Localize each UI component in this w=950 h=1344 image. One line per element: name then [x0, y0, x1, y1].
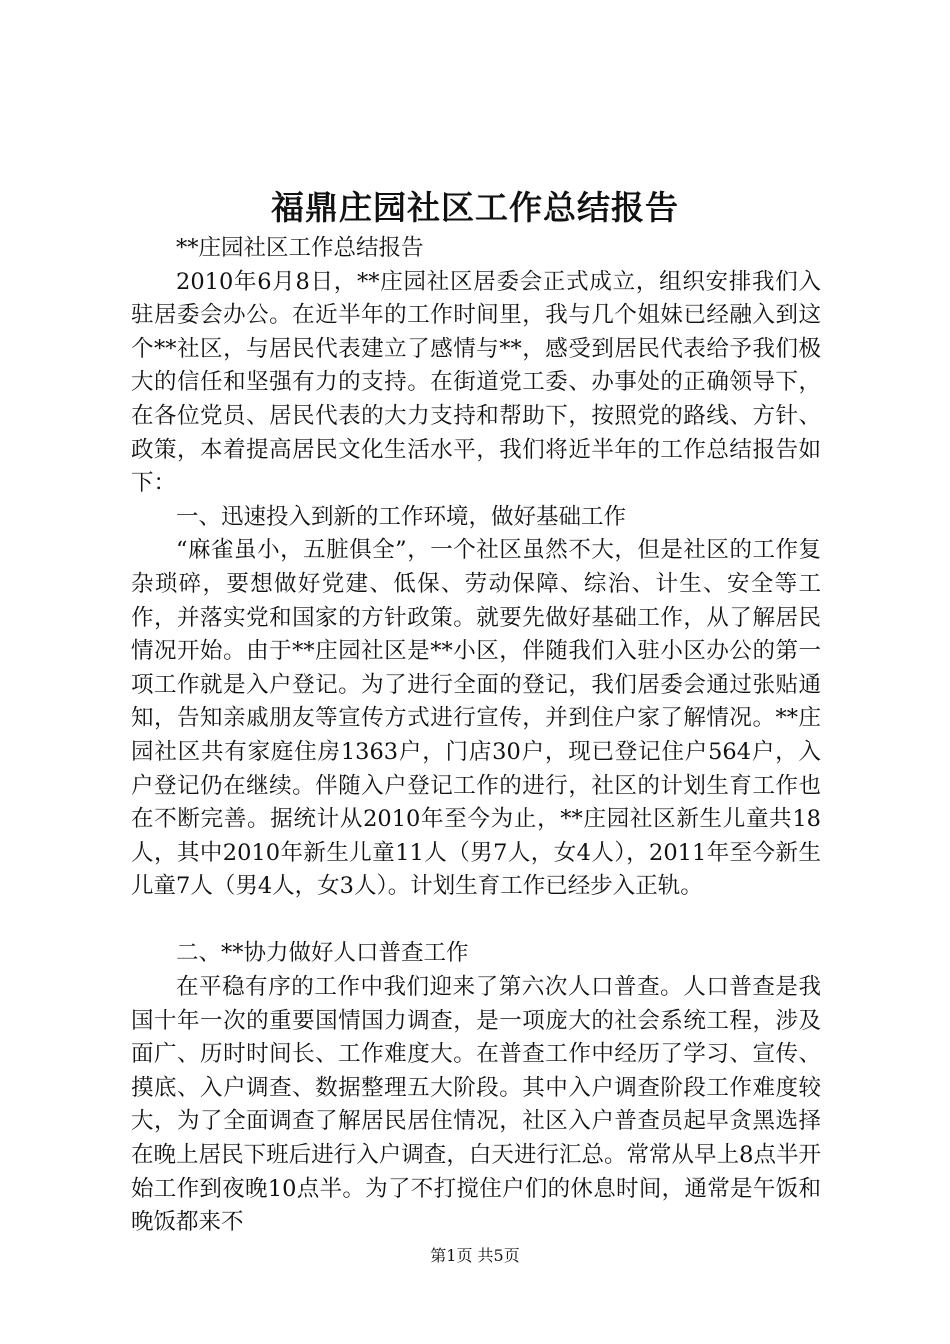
section-heading-2: 二、**协力做好人口普查工作 — [176, 940, 469, 967]
intro-paragraph: 2010年6月8日，**庄园社区居委会正式成立，组织安排我们入驻居委会办公。在近半年的工作时间里，我与几个姐妹已经融入到这个**社区，与居民代表建立了感情与**，感受到居民代表给予我们极大的信任和坚强有力的支持。在街道党工委、办事处的正确领导下，在各位党员、居民代表的大力支持和帮助下，按照党的路线、方针、政策，本着提高居民文化生活水平，我们将近半年的工作总结报告如下： — [131, 268, 821, 497]
document-title: 福鼎庄园社区工作总结报告 — [271, 188, 679, 227]
section-2-paragraph: 在平稳有序的工作中我们迎来了第六次人口普查。人口普查是我国十年一次的重要国情国力调查，是一项庞大的社会系统工程，涉及面广、历时时间长、工作难度大。在普查工作中经历了学习、宣传、摸底、入户调查、数据整理五大阶段。其中入户调查阶段工作难度较大，为了全面调查了解居民居住情况，社区入户普查员起早贪黑选择在晚上居民下班后进行入户调查，白天进行汇总。常常从早上8点半开始工作到夜晚10点半。为了不打搅住户们的休息时间，通常是午饭和晚饭都来不 — [131, 974, 821, 1236]
section-heading-1: 一、迅速投入到新的工作环境，做好基础工作 — [176, 503, 627, 530]
document-body — [131, 232, 821, 1240]
section-1-paragraph: “麻雀虽小，五脏俱全”，一个社区虽然不大，但是社区的工作复杂琐碎，要想做好党建、低保、劳动保障、综治、计生、安全等工作，并落实党和国家的方针政策。就要先做好基础工作，从了解居民情况开始。由于**庄园社区是**小区，伴随我们入驻小区办公的第一项工作就是入户登记。为了进行全面的登记，我们居委会通过张贴通知，告知亲戚朋友等宣传方式进行宣传，并到住户家了解情况。**庄园社区共有家庭住房1363户，门店30户，现已登记住户564户，入户登记仍在继续。伴随入户登记工作的进行，社区的计划生育工作也在不断完善。据统计从2010年至今为止，**庄园社区新生儿童共18人，其中2010年新生儿童11人（男7人，女4人），2011年至今新生儿童7人（男4人，女3人）。计划生育工作已经步入正轨。 — [131, 537, 821, 900]
page-footer: 第1页 共5页 — [430, 1246, 520, 1265]
subtitle-paragraph: **庄园社区工作总结报告 — [176, 235, 424, 261]
